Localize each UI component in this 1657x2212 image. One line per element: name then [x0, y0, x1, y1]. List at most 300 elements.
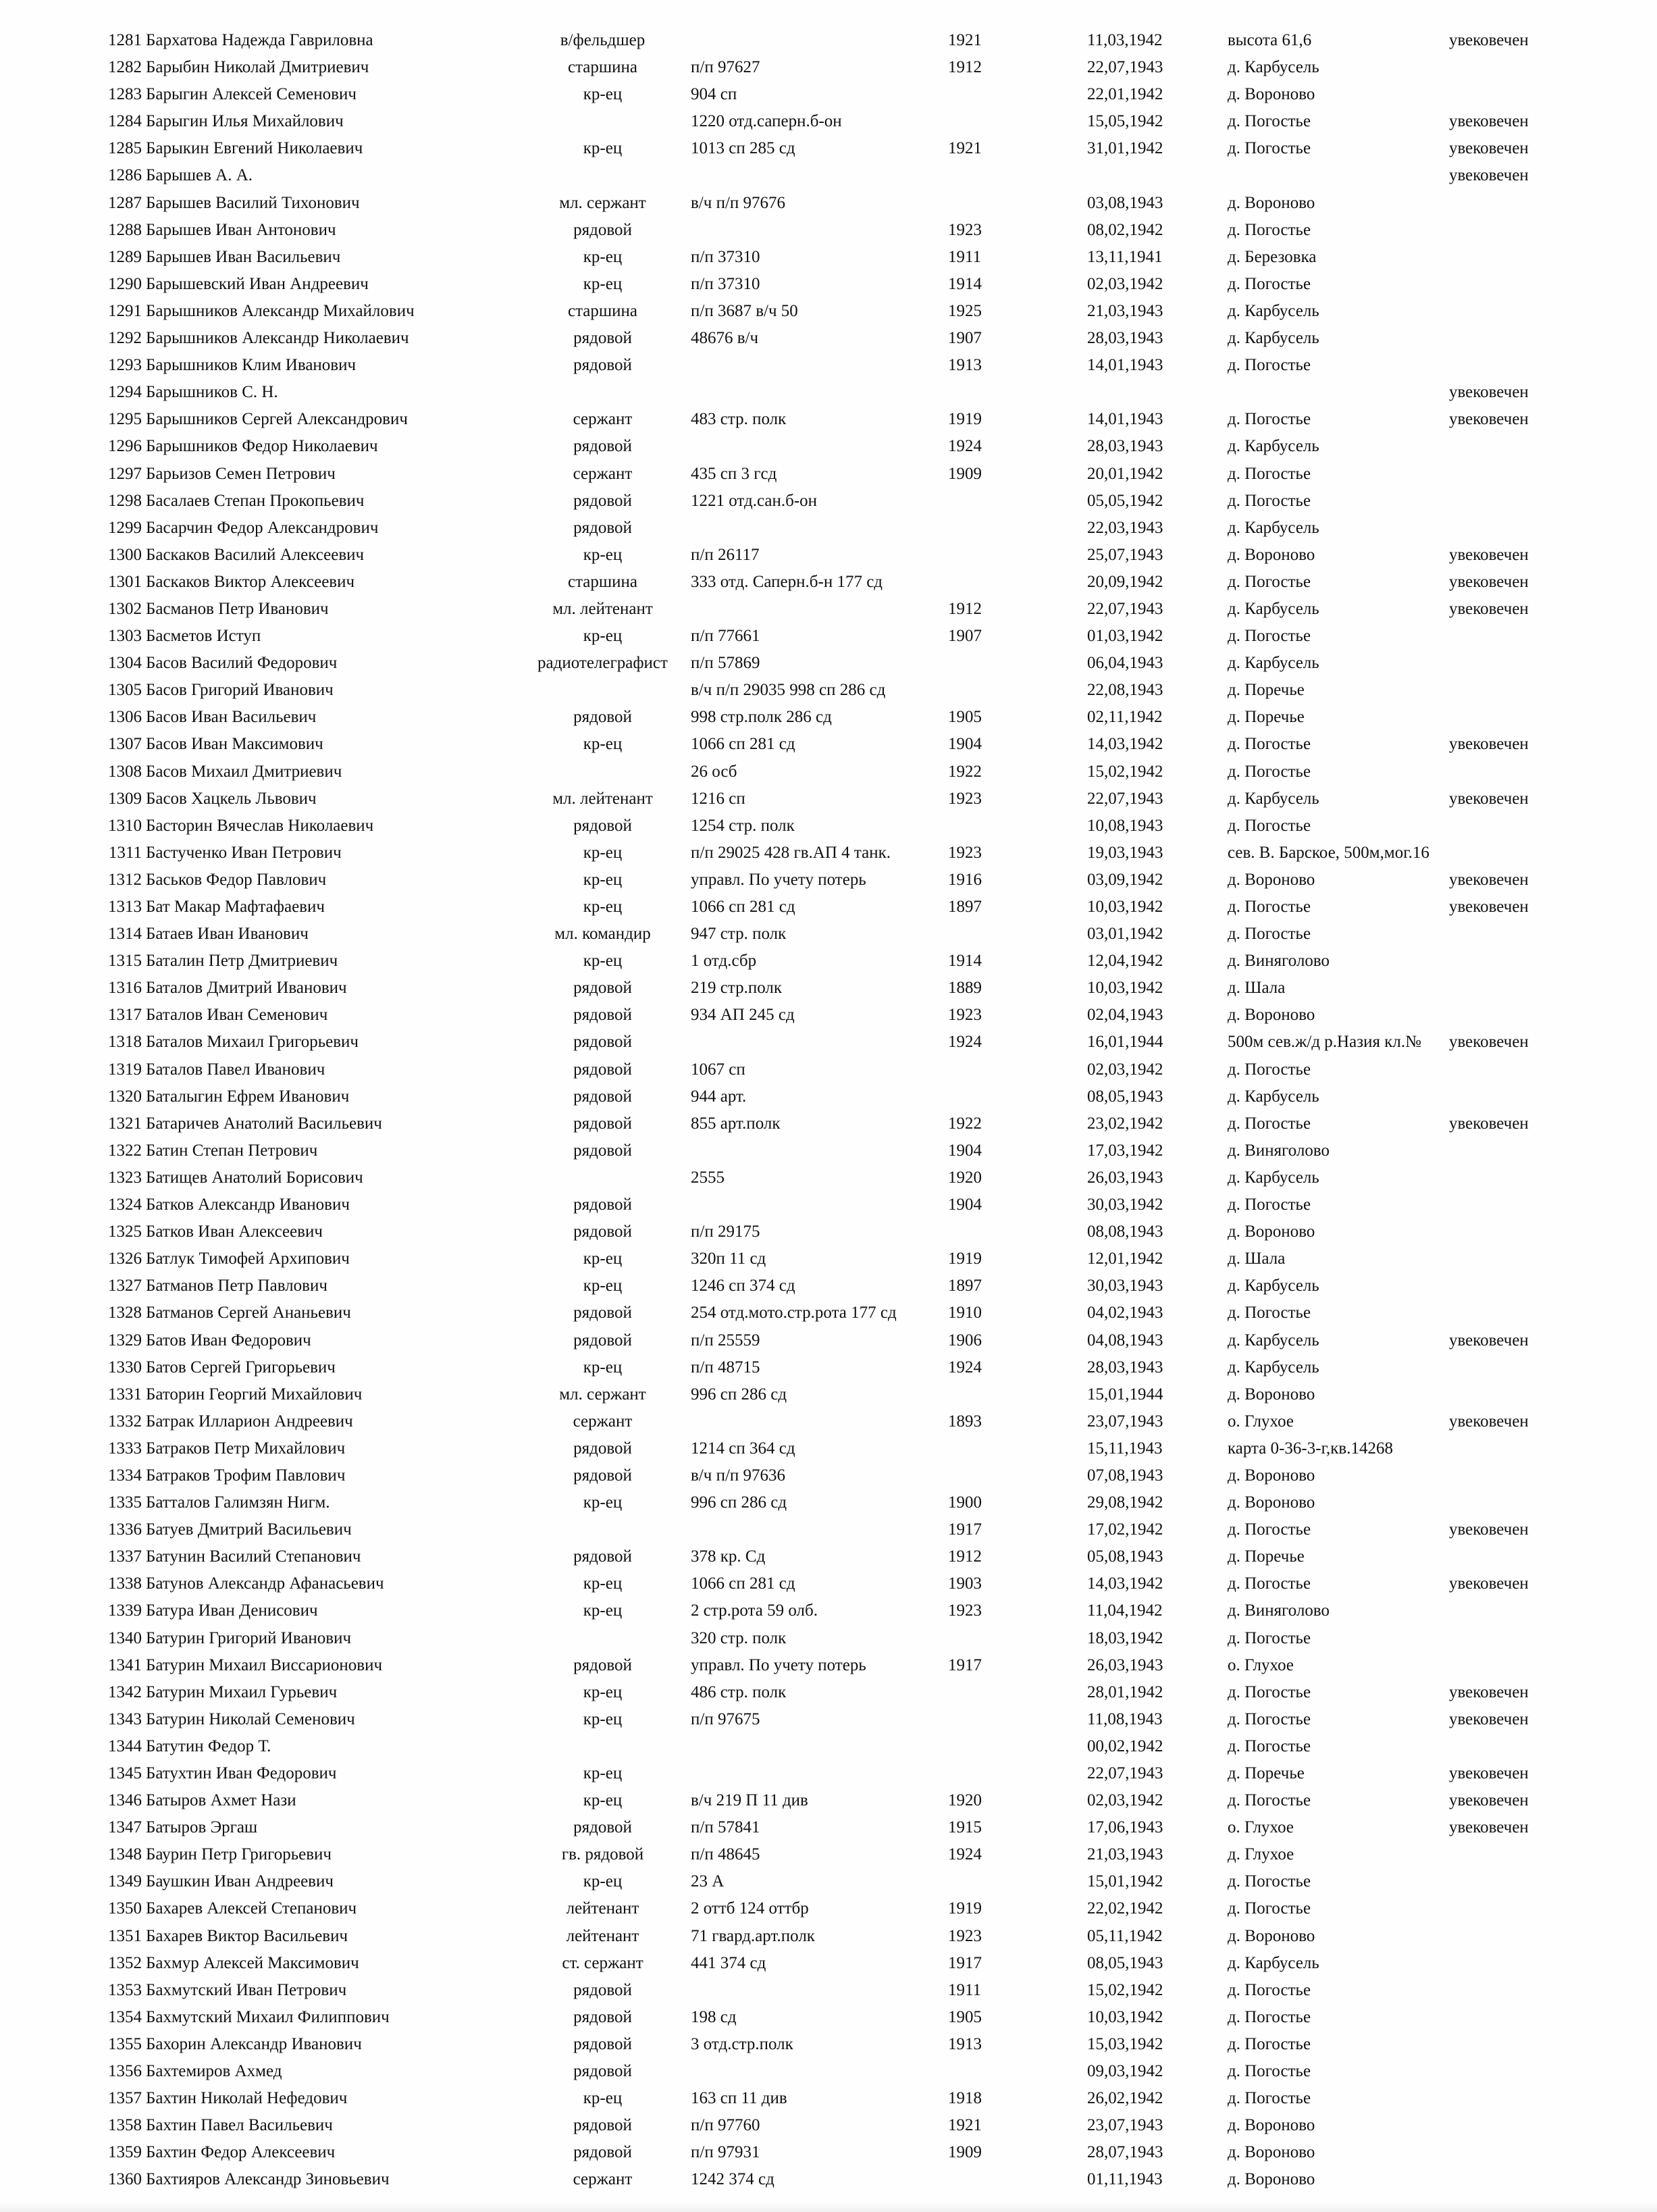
birth-year: 1903 — [948, 1574, 982, 1593]
birth-year: 1923 — [948, 1926, 982, 1945]
death-date: 10,03,1942 — [1087, 898, 1163, 916]
person-name: Барышников Александр Михайлович — [146, 301, 415, 320]
military-rank: в/фельдшер — [560, 31, 646, 49]
burial-place: д. Погостье — [1228, 925, 1311, 944]
military-unit: п/п 29175 — [691, 1223, 760, 1241]
birth-year: 1904 — [948, 1141, 982, 1160]
burial-place: д. Карбусель — [1228, 599, 1319, 618]
military-unit: п/п 26117 — [691, 545, 760, 564]
person-name: Батраков Трофим Павлович — [146, 1466, 346, 1485]
death-date: 05,05,1942 — [1087, 491, 1163, 510]
death-date: 15,05,1942 — [1087, 112, 1163, 131]
list-row — [0, 1652, 1657, 1679]
entry-number: 1286 — [108, 166, 142, 185]
list-row — [0, 786, 1657, 813]
birth-year: 1917 — [948, 1953, 982, 1972]
burial-place: д. Вороново — [1228, 1385, 1315, 1404]
death-date: 05,08,1943 — [1087, 1547, 1163, 1566]
death-date: 15,02,1942 — [1087, 1980, 1163, 1999]
military-unit: п/п 97627 — [691, 58, 760, 77]
entry-number: 1308 — [108, 762, 142, 781]
military-rank: старшина — [567, 58, 638, 77]
entry-number: 1352 — [108, 1953, 142, 1972]
list-row — [0, 596, 1657, 623]
list-row — [0, 569, 1657, 596]
death-date: 02,11,1942 — [1087, 708, 1163, 727]
death-date: 04,02,1943 — [1087, 1304, 1163, 1322]
death-date: 03,08,1943 — [1087, 193, 1163, 212]
burial-place: д. Погостье — [1228, 112, 1311, 131]
entry-number: 1300 — [108, 545, 142, 564]
list-row — [0, 515, 1657, 542]
person-name: Барыгин Алексей Семенович — [146, 85, 357, 104]
entry-number: 1281 — [108, 31, 142, 49]
person-name: Бахмутский Иван Петрович — [146, 1980, 347, 1999]
birth-year: 1915 — [948, 1818, 982, 1837]
military-rank: кр-ец — [583, 1277, 623, 1295]
military-unit: п/п 3687 в/ч 50 — [691, 301, 798, 320]
list-row — [0, 1977, 1657, 2004]
military-rank: кр-ец — [583, 870, 623, 889]
list-row — [0, 1218, 1657, 1245]
birth-year: 1917 — [948, 1520, 982, 1539]
death-date: 17,03,1942 — [1087, 1141, 1163, 1160]
entry-number: 1317 — [108, 1006, 142, 1025]
military-unit: 435 сп 3 гсд — [691, 464, 777, 483]
burial-place: д. Погостье — [1228, 356, 1311, 375]
military-rank: кр-ец — [583, 952, 623, 971]
birth-year: 1911 — [948, 1980, 982, 1999]
entry-number: 1328 — [108, 1304, 142, 1322]
entry-number: 1333 — [108, 1439, 142, 1458]
person-name: Басарчин Федор Александрович — [146, 518, 379, 537]
memorial-status: увековечен — [1449, 1033, 1529, 1052]
burial-place: д. Погостье — [1228, 735, 1311, 754]
memorial-status: увековечен — [1449, 166, 1529, 185]
military-rank: кр-ец — [583, 1574, 623, 1593]
birth-year: 1919 — [948, 410, 982, 429]
burial-place: д. Березовка — [1228, 247, 1317, 266]
birth-year: 1923 — [948, 789, 982, 808]
list-row — [0, 135, 1657, 162]
military-rank: мл. сержант — [559, 193, 646, 212]
birth-year: 1916 — [948, 870, 982, 889]
military-rank: кр-ец — [583, 1358, 623, 1377]
entry-number: 1322 — [108, 1141, 142, 1160]
entry-number: 1282 — [108, 58, 142, 77]
person-name: Батов Сергей Григорьевич — [146, 1358, 336, 1377]
death-date: 12,01,1942 — [1087, 1250, 1163, 1268]
person-name: Баскаков Виктор Алексеевич — [146, 572, 355, 591]
memorial-status: увековечен — [1449, 735, 1529, 754]
burial-place: д. Виняголово — [1228, 1141, 1330, 1160]
military-unit: 26 осб — [691, 762, 737, 781]
birth-year: 1923 — [948, 843, 982, 862]
list-row — [0, 677, 1657, 704]
military-unit: 1216 сп — [691, 789, 745, 808]
memorial-status: увековечен — [1449, 383, 1529, 402]
military-rank: ст. сержант — [562, 1953, 643, 1972]
entry-number: 1305 — [108, 681, 142, 700]
entry-number: 1339 — [108, 1601, 142, 1620]
person-name: Батраков Петр Михайлович — [146, 1439, 346, 1458]
military-unit: 1221 отд.сан.б-он — [691, 491, 818, 510]
list-row — [0, 975, 1657, 1002]
birth-year: 1924 — [948, 1845, 982, 1864]
entry-number: 1326 — [108, 1250, 142, 1268]
military-unit: 48676 в/ч — [691, 329, 759, 348]
death-date: 02,03,1942 — [1087, 274, 1163, 293]
burial-place: д. Шала — [1228, 979, 1286, 998]
list-row — [0, 1272, 1657, 1300]
military-unit: 934 АП 245 сд — [691, 1006, 795, 1025]
burial-place: д. Вороново — [1228, 2170, 1315, 2189]
list-row — [0, 2112, 1657, 2139]
burial-place: д. Погостье — [1228, 1682, 1311, 1701]
list-row — [0, 325, 1657, 352]
list-row — [0, 244, 1657, 271]
birth-year: 1907 — [948, 329, 982, 348]
death-date: 14,03,1942 — [1087, 735, 1163, 754]
scan-edge — [0, 2200, 1657, 2212]
list-row — [0, 190, 1657, 217]
burial-place: д. Поречье — [1228, 681, 1305, 700]
death-date: 02,04,1943 — [1087, 1006, 1163, 1025]
person-name: Баськов Федор Павлович — [146, 870, 327, 889]
death-date: 10,03,1942 — [1087, 2007, 1163, 2026]
death-date: 15,11,1943 — [1087, 1439, 1163, 1458]
person-name: Батаев Иван Иванович — [146, 925, 309, 944]
list-row — [0, 406, 1657, 433]
military-rank: сержант — [573, 464, 633, 483]
memorial-status: увековечен — [1449, 870, 1529, 889]
military-unit: 320 стр. полк — [691, 1628, 787, 1647]
list-row — [0, 2004, 1657, 2031]
burial-place: д. Погостье — [1228, 2034, 1311, 2053]
death-date: 22,07,1943 — [1087, 789, 1163, 808]
person-name: Батаричев Анатолий Васильевич — [146, 1114, 382, 1133]
death-date: 15,01,1944 — [1087, 1385, 1163, 1404]
birth-year: 1907 — [948, 627, 982, 646]
death-date: 28,03,1943 — [1087, 329, 1163, 348]
list-row — [0, 813, 1657, 840]
memorial-list — [0, 27, 1657, 2194]
death-date: 10,03,1942 — [1087, 979, 1163, 998]
list-row — [0, 542, 1657, 569]
memorial-status: увековечен — [1449, 1331, 1529, 1349]
death-date: 28,03,1943 — [1087, 437, 1163, 456]
birth-year: 1920 — [948, 1791, 982, 1810]
death-date: 23,07,1943 — [1087, 2116, 1163, 2135]
military-rank: мл. командир — [554, 925, 651, 944]
burial-place: д. Погостье — [1228, 1195, 1311, 1214]
burial-place: д. Вороново — [1228, 1493, 1315, 1512]
entry-number: 1304 — [108, 654, 142, 673]
military-rank: кр-ец — [583, 139, 623, 158]
military-rank: рядовой — [573, 356, 632, 375]
entry-number: 1287 — [108, 193, 142, 212]
burial-place: д. Карбусель — [1228, 301, 1319, 320]
death-date: 08,02,1942 — [1087, 220, 1163, 239]
entry-number: 1346 — [108, 1791, 142, 1810]
military-rank: рядовой — [573, 1060, 632, 1079]
burial-place: д. Вороново — [1228, 193, 1315, 212]
person-name: Баторин Георгий Михайлович — [146, 1385, 363, 1404]
person-name: Барышников Сергей Александрович — [146, 410, 408, 429]
list-row — [0, 1191, 1657, 1218]
military-rank: кр-ец — [583, 274, 623, 293]
list-row — [0, 1327, 1657, 1354]
burial-place: д. Карбусель — [1228, 654, 1319, 673]
list-row — [0, 1597, 1657, 1624]
death-date: 14,01,1943 — [1087, 356, 1163, 375]
burial-place: д. Шала — [1228, 1250, 1286, 1268]
list-row — [0, 650, 1657, 677]
military-rank: рядовой — [573, 1114, 632, 1133]
list-row — [0, 1164, 1657, 1191]
entry-number: 1329 — [108, 1331, 142, 1349]
death-date: 10,08,1943 — [1087, 816, 1163, 835]
death-date: 15,01,1942 — [1087, 1872, 1163, 1891]
list-row — [0, 840, 1657, 867]
burial-place: д. Погостье — [1228, 1628, 1311, 1647]
military-rank: кр-ец — [583, 1601, 623, 1620]
birth-year: 1924 — [948, 1358, 982, 1377]
death-date: 03,09,1942 — [1087, 870, 1163, 889]
burial-place: д. Вороново — [1228, 85, 1315, 104]
person-name: Баталов Павел Иванович — [146, 1060, 325, 1079]
entry-number: 1345 — [108, 1764, 142, 1782]
person-name: Батуев Дмитрий Васильевич — [146, 1520, 352, 1539]
death-date: 02,03,1942 — [1087, 1791, 1163, 1810]
person-name: Барышев Иван Антонович — [146, 220, 336, 239]
person-name: Баталыгин Ефрем Иванович — [146, 1087, 350, 1106]
death-date: 22,08,1943 — [1087, 681, 1163, 700]
death-date: 15,03,1942 — [1087, 2034, 1163, 2053]
person-name: Батов Иван Федорович — [146, 1331, 311, 1349]
military-rank: сержант — [573, 1412, 633, 1431]
military-unit: 1067 сп — [691, 1060, 745, 1079]
military-unit: 23 А — [691, 1872, 725, 1891]
burial-place: карта 0-36-3-г,кв.14268 — [1228, 1439, 1393, 1458]
military-unit: 1066 сп 281 сд — [691, 735, 795, 754]
military-unit: п/п 97931 — [691, 2143, 760, 2162]
military-unit: 254 отд.мото.стр.рота 177 сд — [691, 1304, 897, 1322]
entry-number: 1357 — [108, 2089, 142, 2108]
death-date: 17,06,1943 — [1087, 1818, 1163, 1837]
burial-place: д. Погостье — [1228, 2062, 1311, 2081]
burial-place: д. Погостье — [1228, 816, 1311, 835]
burial-place: высота 61,6 — [1228, 31, 1312, 49]
entry-number: 1337 — [108, 1547, 142, 1566]
birth-year: 1906 — [948, 1331, 982, 1349]
person-name: Барышевский Иван Андреевич — [146, 274, 369, 293]
list-row — [0, 704, 1657, 731]
military-rank: кр-ец — [583, 1709, 623, 1728]
death-date: 06,04,1943 — [1087, 654, 1163, 673]
military-rank: мл. лейтенант — [552, 599, 653, 618]
entry-number: 1285 — [108, 139, 142, 158]
list-row — [0, 1543, 1657, 1570]
military-unit: 996 сп 286 сд — [691, 1493, 787, 1512]
entry-number: 1360 — [108, 2170, 142, 2189]
list-row — [0, 623, 1657, 650]
entry-number: 1338 — [108, 1574, 142, 1593]
military-rank: рядовой — [573, 1547, 632, 1566]
birth-year: 1904 — [948, 1195, 982, 1214]
military-unit: в/ч 219 П 11 див — [691, 1791, 808, 1810]
memorial-status: увековечен — [1449, 1709, 1529, 1728]
burial-place: 500м сев.ж/д р.Назия кл.№ — [1228, 1033, 1421, 1052]
entry-number: 1294 — [108, 383, 142, 402]
burial-place: д. Погостье — [1228, 464, 1311, 483]
entry-number: 1344 — [108, 1737, 142, 1755]
military-rank: рядовой — [573, 518, 632, 537]
entry-number: 1311 — [108, 843, 142, 862]
entry-number: 1303 — [108, 627, 142, 646]
person-name: Басалаев Степан Прокопьевич — [146, 491, 365, 510]
memorial-status: увековечен — [1449, 1114, 1529, 1133]
birth-year: 1923 — [948, 1006, 982, 1025]
entry-number: 1351 — [108, 1926, 142, 1945]
person-name: Батыров Эргаш — [146, 1818, 258, 1837]
death-date: 17,02,1942 — [1087, 1520, 1163, 1539]
death-date: 22,03,1943 — [1087, 518, 1163, 537]
military-rank: кр-ец — [583, 898, 623, 916]
military-unit: п/п 37310 — [691, 247, 760, 266]
military-unit: управл. По учету потерь — [691, 870, 866, 889]
burial-place: д. Карбусель — [1228, 437, 1319, 456]
entry-number: 1302 — [108, 599, 142, 618]
military-rank: рядовой — [573, 708, 632, 727]
military-rank: рядовой — [573, 1223, 632, 1241]
death-date: 29,08,1942 — [1087, 1493, 1163, 1512]
list-row — [0, 1868, 1657, 1895]
list-row — [0, 1056, 1657, 1083]
military-unit: 1214 сп 364 сд — [691, 1439, 795, 1458]
military-rank: рядовой — [573, 1006, 632, 1025]
military-rank: кр-ец — [583, 1250, 623, 1268]
list-row — [0, 1841, 1657, 1868]
person-name: Батрак Илларион Андреевич — [146, 1412, 353, 1431]
death-date: 28,01,1942 — [1087, 1682, 1163, 1701]
death-date: 21,03,1943 — [1087, 1845, 1163, 1864]
entry-number: 1306 — [108, 708, 142, 727]
entry-number: 1342 — [108, 1682, 142, 1701]
person-name: Бахарев Виктор Васильевич — [146, 1926, 348, 1945]
memorial-status: увековечен — [1449, 789, 1529, 808]
list-row — [0, 433, 1657, 460]
birth-year: 1919 — [948, 1250, 982, 1268]
memorial-status: увековечен — [1449, 31, 1529, 49]
death-date: 01,03,1942 — [1087, 627, 1163, 646]
list-row — [0, 108, 1657, 135]
person-name: Бахтин Павел Васильевич — [146, 2116, 333, 2135]
military-rank: лейтенант — [566, 1926, 639, 1945]
list-row — [0, 948, 1657, 975]
list-row — [0, 1435, 1657, 1462]
list-row — [0, 1029, 1657, 1056]
death-date: 15,02,1942 — [1087, 762, 1163, 781]
military-unit: п/п 48715 — [691, 1358, 760, 1377]
person-name: Баталов Дмитрий Иванович — [146, 979, 347, 998]
list-row — [0, 379, 1657, 406]
military-unit: 1066 сп 281 сд — [691, 898, 795, 916]
death-date: 00,02,1942 — [1087, 1737, 1163, 1755]
military-unit: п/п 48645 — [691, 1845, 760, 1864]
person-name: Басов Хацкель Львович — [146, 789, 317, 808]
list-row — [0, 1923, 1657, 1950]
military-rank: рядовой — [573, 1304, 632, 1322]
person-name: Басов Иван Васильевич — [146, 708, 317, 727]
military-unit: 1013 сп 285 сд — [691, 139, 795, 158]
burial-place: д. Погостье — [1228, 1899, 1311, 1918]
birth-year: 1912 — [948, 1547, 982, 1566]
birth-year: 1912 — [948, 599, 982, 618]
military-rank: мл. лейтенант — [552, 789, 653, 808]
military-unit: 320п 11 сд — [691, 1250, 766, 1268]
burial-place: д. Погостье — [1228, 220, 1311, 239]
military-unit: 2 стр.рота 59 олб. — [691, 1601, 818, 1620]
military-unit: 996 сп 286 сд — [691, 1385, 787, 1404]
birth-year: 1905 — [948, 2007, 982, 2026]
birth-year: 1911 — [948, 247, 982, 266]
list-row — [0, 2058, 1657, 2085]
list-row — [0, 1516, 1657, 1543]
person-name: Бахмур Алексей Максимович — [146, 1953, 359, 1972]
burial-place: д. Погостье — [1228, 1980, 1311, 1999]
military-unit: 1220 отд.саперн.б-он — [691, 112, 842, 131]
list-row — [0, 54, 1657, 81]
burial-place: д. Карбусель — [1228, 1358, 1319, 1377]
entry-number: 1353 — [108, 1980, 142, 1999]
military-rank: рядовой — [573, 1818, 632, 1837]
military-rank: кр-ец — [583, 843, 623, 862]
person-name: Басманов Петр Иванович — [146, 599, 329, 618]
burial-place: д. Вороново — [1228, 870, 1315, 889]
military-rank: рядовой — [573, 1033, 632, 1052]
list-row — [0, 1002, 1657, 1029]
entry-number: 1307 — [108, 735, 142, 754]
military-unit: 333 отд. Саперн.б-н 177 сд — [691, 572, 883, 591]
birth-year: 1889 — [948, 979, 982, 998]
military-unit: 1066 сп 281 сд — [691, 1574, 795, 1593]
list-row — [0, 298, 1657, 325]
military-rank: рядовой — [573, 329, 632, 348]
list-row — [0, 1354, 1657, 1381]
military-rank: лейтенант — [566, 1899, 639, 1918]
birth-year: 1923 — [948, 1601, 982, 1620]
person-name: Баталов Иван Семенович — [146, 1006, 328, 1025]
entry-number: 1309 — [108, 789, 142, 808]
memorial-status: увековечен — [1449, 410, 1529, 429]
death-date: 11,04,1942 — [1087, 1601, 1163, 1620]
military-rank: рядовой — [573, 2007, 632, 2026]
military-rank: кр-ец — [583, 1872, 623, 1891]
list-row — [0, 2139, 1657, 2166]
person-name: Батурин Григорий Иванович — [146, 1628, 352, 1647]
military-rank: рядовой — [573, 1087, 632, 1106]
person-name: Батутин Федор Т. — [146, 1737, 271, 1755]
military-unit: 904 сп — [691, 85, 737, 104]
birth-year: 1893 — [948, 1412, 982, 1431]
death-date: 22,07,1943 — [1087, 58, 1163, 77]
death-date: 19,03,1943 — [1087, 843, 1163, 862]
entry-number: 1290 — [108, 274, 142, 293]
burial-place: д. Карбусель — [1228, 58, 1319, 77]
military-rank: рядовой — [573, 1466, 632, 1485]
memorial-status: увековечен — [1449, 572, 1529, 591]
